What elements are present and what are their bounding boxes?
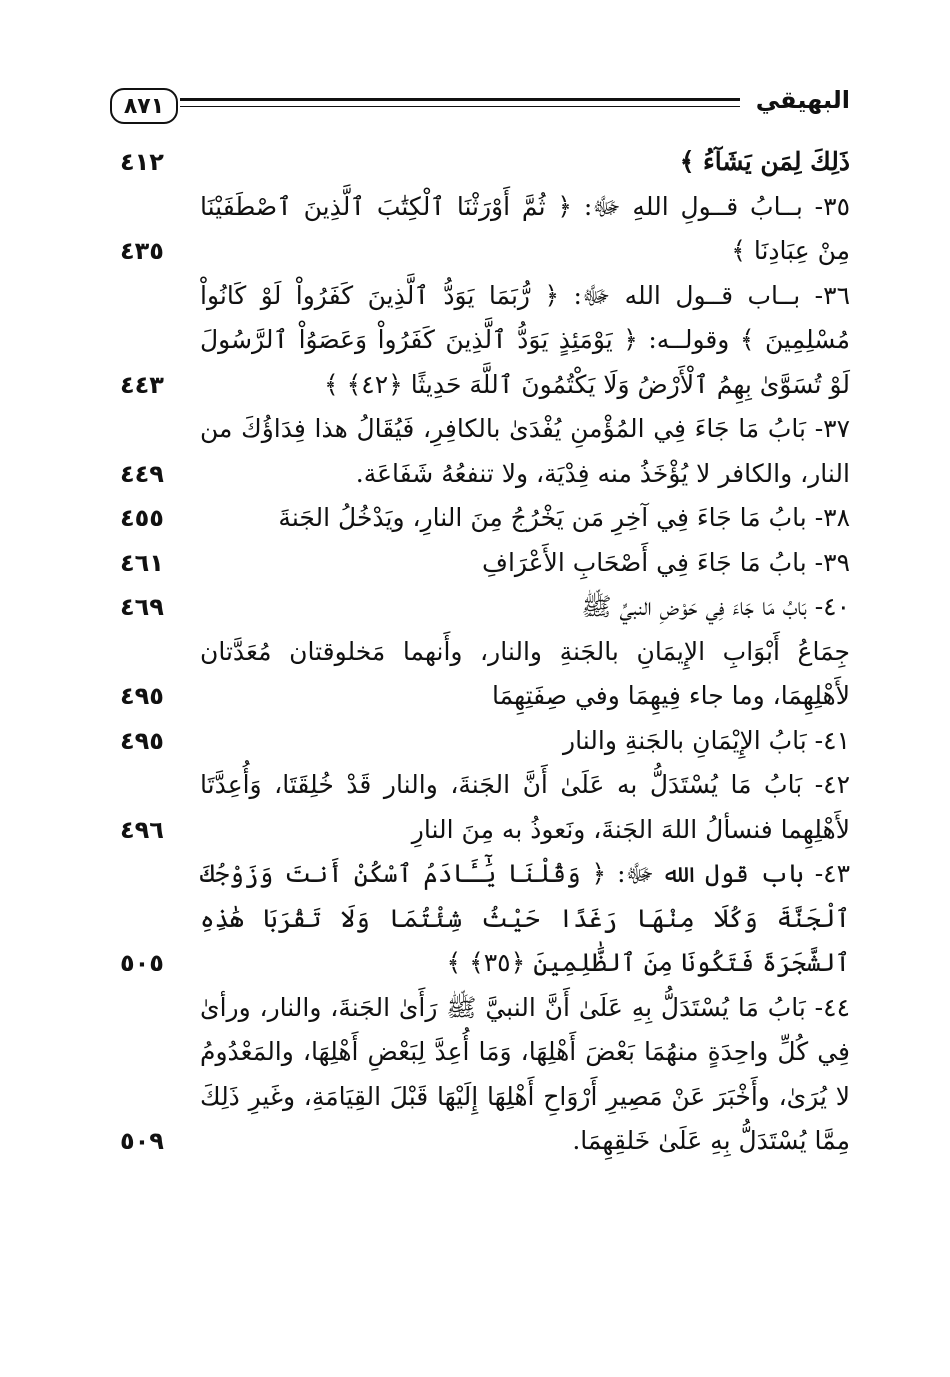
- toc-entry: [120, 541, 850, 586]
- toc-entry-page: ٤٩٥: [120, 726, 164, 755]
- toc-entry-text: ٤٢- بَابُ مَا يُسْتَدَلُّ به عَلَىٰ أَنَّ الجَنةَ، والنار قَدْ خُلِقَتَا، وَأُعِدَّتَا لأَهْلِهِما فنسألُ اللهَ الجَنةَ، ونَعوذُ به مِنَ النارِ: [200, 770, 850, 844]
- table-of-contents: [120, 140, 850, 1164]
- toc-entry: [120, 585, 850, 630]
- toc-entry-text: ٤٠- بَابُ مَا جَاءَ فِي حَوْضِ النبيِّ ﷺ: [581, 592, 850, 621]
- toc-entry: [120, 185, 850, 274]
- toc-entry-page: ٤٦١: [120, 548, 164, 577]
- toc-entry-text: جِمَاعُ أَبْوَابِ الإِيمَانِ بالجَنةِ والنار، وأَنهما مَخلوقتان مُعَدَّتان لأَهْلِهِمَا، وما جاء فِيهِمَا وفي صِفَتِهِمَا: [200, 636, 850, 710]
- toc-entry-page: ٤٩٥: [120, 682, 164, 710]
- page-header: [110, 84, 850, 128]
- toc-entry: [120, 986, 850, 1164]
- toc-entry: [120, 140, 850, 185]
- running-title: البهيقي: [755, 86, 850, 114]
- toc-entry-text: ٤١- بَابُ الإِيْمَانِ بالجَنةِ والنار: [563, 725, 850, 755]
- toc-entry-page: ٤٣٥: [120, 237, 164, 265]
- toc-entry-page: ٤٩٦: [120, 815, 164, 844]
- toc-entry: [120, 719, 850, 764]
- header-rule: [180, 98, 740, 101]
- toc-entry-text: ٤٣- باب قول الله ﷻ: ﴿ وَقُلْنَا يَٰٓـَٔادَمُ ٱسْكُنْ أَنتَ وَزَوْجُكَ ٱلْجَنَّةَ وَكُلَا مِنْهَا رَغَدًا حَيْثُ شِئْتُمَا وَلَا تَقْرَبَا هَٰذِهِ ٱلشَّجَرَةَ فَتَكُونَا مِنَ ٱلظَّٰلِمِينَ ﴿٣٥﴾ ﴾: [200, 859, 850, 977]
- page-number: ٨٧١: [123, 93, 165, 119]
- toc-entry-text: ٣٩- بابُ مَا جَاءَ فِي أَصْحَابِ الأَعْرَافِ: [482, 547, 850, 577]
- toc-entry: [120, 630, 850, 719]
- toc-entry-text: ٣٥- بــابُ قــولِ اللهِ ﷻ: ﴿ ثُمَّ أَوْرَثْنَا ٱلْكِتَٰبَ ٱلَّذِينَ ٱصْطَفَيْنَا مِنْ عِبَادِنَا ﴾: [200, 191, 850, 265]
- toc-entry: [120, 407, 850, 496]
- toc-entry-text: ٣٨- بابُ مَا جَاءَ فِي آخِرِ مَن يَخْرُجُ مِنَ النارِ، ويَدْخُلُ الجَنةَ: [278, 503, 850, 532]
- toc-entry-text: ذَلِكَ لِمَن يَشَآءُ ﴾: [679, 147, 850, 176]
- toc-entry-page: ٤٤٩: [120, 459, 164, 488]
- toc-entry-page: ٤١٢: [120, 148, 164, 176]
- page-number-box: [110, 88, 178, 124]
- toc-entry: [120, 763, 850, 852]
- toc-entry-text: ٣٦- بــاب قــول الله ﷻ: ﴿ رُّبَمَا يَوَدُّ ٱلَّذِينَ كَفَرُواْ لَوْ كَانُواْ مُسْلِمِينَ ﴾ وقولــه: ﴿ يَوْمَئِذٍ يَوَدُّ ٱلَّذِينَ كَفَرُواْ وَعَصَوُاْ ٱلرَّسُولَ لَوْ تُسَوَّىٰ بِهِمُ ٱلْأَرْضُ وَلَا يَكْتُمُونَ ٱللَّهَ حَدِيثًا ﴿٤٢﴾ ﴾: [200, 280, 850, 399]
- toc-entry: [120, 274, 850, 408]
- toc-entry-page: ٤٥٥: [120, 504, 164, 532]
- toc-entry-page: ٥٠٥: [120, 949, 164, 977]
- toc-entry-text: ٤٤- بَابُ مَا يُسْتَدَلُّ بِهِ عَلَىٰ أَنَّ النبيَّ ﷺ رَأَىٰ الجَنةَ، والنار، ورأىٰ فِي كُلِّ واحِدَةٍ منهُمَا بَعْضَ أَهْلِهَا، وَمَا أُعِدَّ لِبَعْضِ أَهْلِهَا، والمَعْدُومُ لا يُرَىٰ، وأَخْبَرَ عَنْ مَصِيرِ أَرْوَاحِ أَهْلِهَا إِلَيْهَا قَبْلَ القِيَامَةِ، وغَيرِ ذَلِكَ مِمَّا يُسْتَدَلُّ بِهِ عَلَىٰ خَلقِهِمَا.: [200, 992, 850, 1155]
- toc-entry: [120, 496, 850, 541]
- toc-entry-text: ٣٧- بَابُ مَا جَاءَ فِي المُؤْمنِ يُفْدَىٰ بالكافِرِ، فَيُقَالُ هذا فِدَاؤُكَ من النار، والكافر لا يُؤْخَذُ منه فِدْيَة، ولا تنفعُهُ شَفَاعَة.: [200, 414, 850, 488]
- toc-entry-page: ٤٤٣: [120, 370, 164, 399]
- toc-entry: [120, 852, 850, 986]
- toc-entry-page: ٤٦٩: [120, 593, 164, 621]
- toc-entry-page: ٥٠٩: [120, 1127, 164, 1155]
- header-rule-thin: [180, 106, 740, 107]
